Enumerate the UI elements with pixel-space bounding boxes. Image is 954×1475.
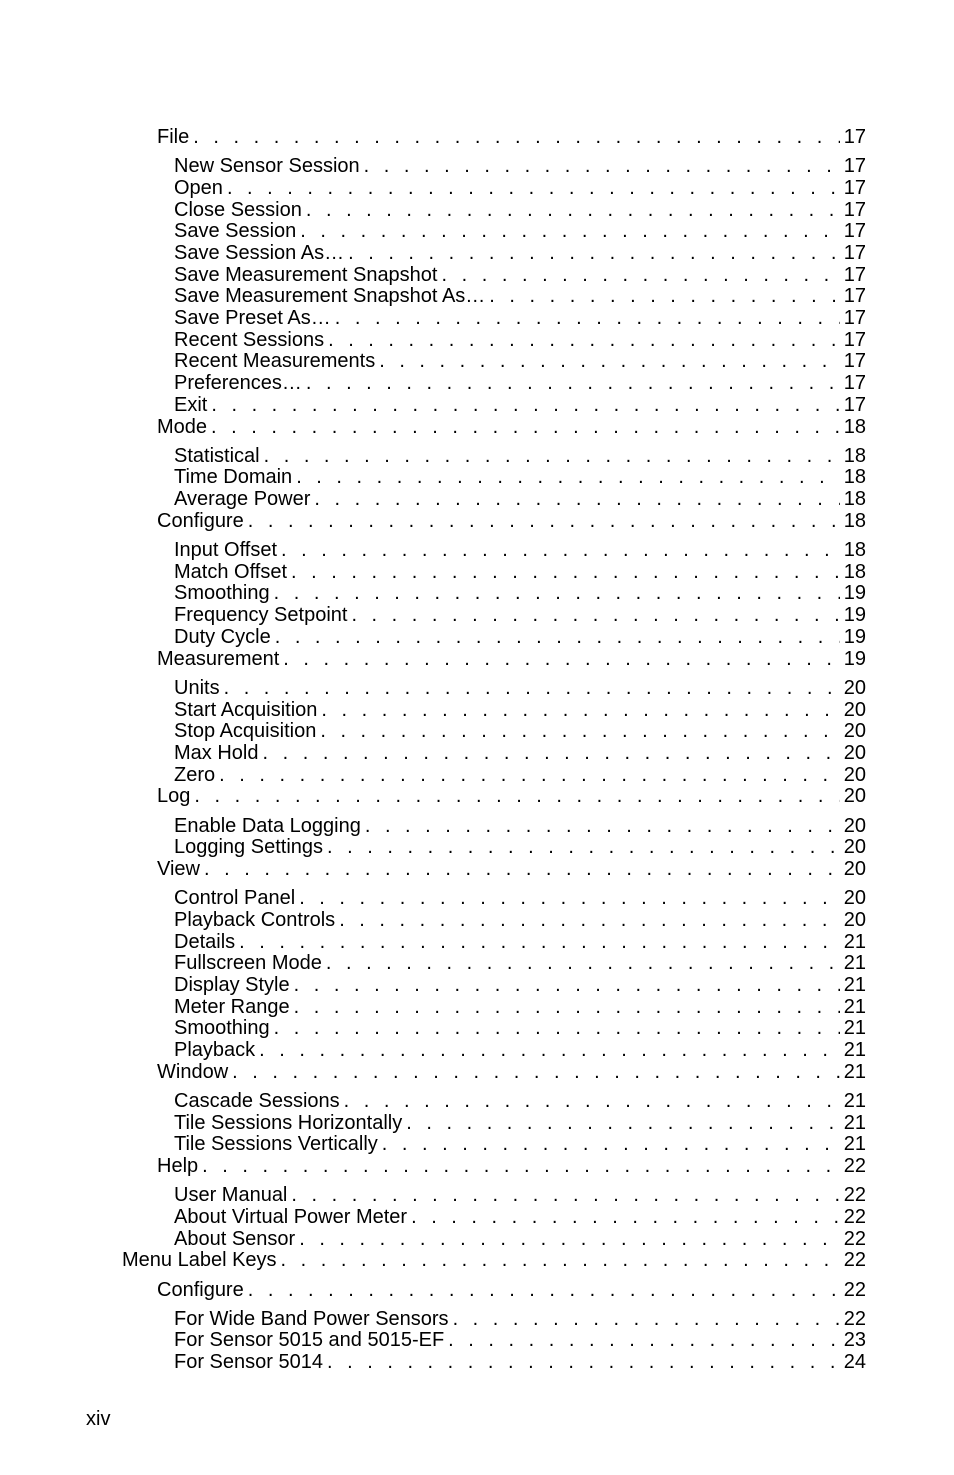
toc-entry-page: 22 xyxy=(843,1308,866,1330)
toc-entry-page: 18 xyxy=(843,539,866,561)
dot-leader xyxy=(299,1228,840,1250)
dot-leader xyxy=(193,126,840,148)
dot-leader xyxy=(291,1184,839,1206)
toc-entry-page: 17 xyxy=(843,285,866,307)
dot-leader xyxy=(281,1249,840,1271)
toc-entry[interactable] xyxy=(157,648,866,670)
dot-leader xyxy=(348,242,840,264)
dot-leader xyxy=(275,626,840,648)
toc-entry[interactable] xyxy=(174,1090,866,1112)
toc-entry-label: Open xyxy=(174,177,223,199)
dot-leader xyxy=(406,1112,840,1134)
toc-entry[interactable] xyxy=(174,1228,866,1250)
toc-entry-page: 18 xyxy=(843,466,866,488)
toc-entry-page: 20 xyxy=(843,699,866,721)
dot-leader xyxy=(364,155,840,177)
toc-entry-label: Configure xyxy=(157,1279,244,1301)
toc-entry-label: About Virtual Power Meter xyxy=(174,1206,408,1228)
toc-entry[interactable] xyxy=(157,785,866,807)
toc-entry-label: Smoothing xyxy=(174,1017,270,1039)
toc-entry-page: 18 xyxy=(843,510,866,532)
dot-leader xyxy=(211,416,840,438)
toc-entry-page: 20 xyxy=(843,909,866,931)
toc-entry-page: 17 xyxy=(843,177,866,199)
toc-entry-page: 24 xyxy=(843,1351,866,1373)
toc-entry-page: 17 xyxy=(843,372,866,394)
toc-entry-page: 17 xyxy=(843,199,866,221)
toc-entry[interactable] xyxy=(157,1061,866,1083)
toc-entry[interactable] xyxy=(174,626,866,648)
toc-entry-page: 22 xyxy=(843,1249,866,1271)
toc-entry-page: 21 xyxy=(843,974,866,996)
toc-entry-page: 17 xyxy=(843,350,866,372)
toc-entry-label: Input Offset xyxy=(174,539,278,561)
toc-entry[interactable] xyxy=(174,996,866,1018)
toc-entry-label: Control Panel xyxy=(174,887,296,909)
toc-entry-label: User Manual xyxy=(174,1184,288,1206)
toc-entry-label: For Sensor 5014 xyxy=(174,1351,323,1373)
toc-entry-label: Max Hold xyxy=(174,742,259,764)
toc-entry-page: 20 xyxy=(843,720,866,742)
toc-entry[interactable] xyxy=(157,126,866,148)
toc-entry-label: Recent Measurements xyxy=(174,350,376,372)
toc-entry[interactable] xyxy=(174,764,866,786)
toc-entry-page: 17 xyxy=(843,264,866,286)
toc-entry-page: 18 xyxy=(843,416,866,438)
toc-entry-label: Save Session As… xyxy=(174,242,345,264)
toc-entry-page: 23 xyxy=(843,1329,866,1351)
toc-entry[interactable] xyxy=(174,1039,866,1061)
dot-leader xyxy=(259,1039,840,1061)
toc-entry[interactable] xyxy=(174,466,866,488)
toc-entry-label: Save Preset As… xyxy=(174,307,331,329)
toc-entry-label: Time Domain xyxy=(174,466,293,488)
toc-entry-label: Display Style xyxy=(174,974,290,996)
toc-entry-page: 21 xyxy=(843,1133,866,1155)
toc-entry-label: Menu Label Keys xyxy=(122,1249,277,1271)
dot-leader xyxy=(326,952,840,974)
toc-entry-page: 18 xyxy=(843,445,866,467)
toc-entry[interactable] xyxy=(174,699,866,721)
dot-leader xyxy=(283,648,839,670)
toc-entry-page: 21 xyxy=(843,1061,866,1083)
toc-entry-label: Details xyxy=(174,931,236,953)
toc-entry-label: For Sensor 5015 and 5015-EF xyxy=(174,1329,445,1351)
toc-entry-label: Meter Range xyxy=(174,996,290,1018)
toc-entry[interactable] xyxy=(174,155,866,177)
toc-entry[interactable] xyxy=(174,372,866,394)
toc-entry[interactable] xyxy=(174,720,866,742)
dot-leader xyxy=(327,1351,840,1373)
toc-entry-page: 20 xyxy=(843,742,866,764)
toc-entry-label: Playback Controls xyxy=(174,909,336,931)
toc-entry[interactable] xyxy=(174,677,866,699)
toc-entry[interactable] xyxy=(157,416,866,438)
dot-leader xyxy=(306,372,840,394)
toc-entry-label: Average Power xyxy=(174,488,311,510)
dot-leader xyxy=(239,931,840,953)
toc-entry-page: 20 xyxy=(843,785,866,807)
toc-entry-label: Enable Data Logging xyxy=(174,815,361,837)
toc-entry[interactable] xyxy=(174,329,866,351)
toc-entry-page: 19 xyxy=(843,582,866,604)
toc-entry-label: Playback xyxy=(174,1039,256,1061)
dot-leader xyxy=(327,836,840,858)
dot-leader xyxy=(299,887,840,909)
toc-entry-label: Duty Cycle xyxy=(174,626,271,648)
toc-entry-label: Mode xyxy=(157,416,208,438)
toc-entry-label: For Wide Band Power Sensors xyxy=(174,1308,449,1330)
dot-leader xyxy=(314,488,839,510)
dot-leader xyxy=(306,199,840,221)
toc-entry[interactable] xyxy=(174,199,866,221)
toc-entry[interactable] xyxy=(174,394,866,416)
toc-entry-page: 19 xyxy=(843,648,866,670)
toc-entry-label: Recent Sessions xyxy=(174,329,325,351)
dot-leader xyxy=(328,329,840,351)
toc-entry-page: 17 xyxy=(843,329,866,351)
dot-leader xyxy=(232,1061,840,1083)
toc-entry[interactable] xyxy=(174,177,866,199)
toc-entry[interactable] xyxy=(174,742,866,764)
dot-leader xyxy=(262,742,839,764)
toc-entry[interactable] xyxy=(122,1249,866,1271)
dot-leader xyxy=(281,539,840,561)
toc-entry-label: Fullscreen Mode xyxy=(174,952,322,974)
toc-entry[interactable] xyxy=(174,582,866,604)
toc-entry[interactable] xyxy=(157,1279,866,1301)
toc-entry-page: 21 xyxy=(843,1090,866,1112)
toc-entry-page: 21 xyxy=(843,931,866,953)
toc-entry-page: 21 xyxy=(843,1017,866,1039)
dot-leader xyxy=(296,466,840,488)
toc-entry[interactable] xyxy=(174,1308,866,1330)
dot-leader xyxy=(321,699,839,721)
toc-entry-label: Save Measurement Snapshot As… xyxy=(174,285,486,307)
toc-entry-label: View xyxy=(157,858,200,880)
dot-leader xyxy=(204,858,840,880)
dot-leader xyxy=(291,561,840,583)
toc-entry-page: 22 xyxy=(843,1279,866,1301)
toc-entry[interactable] xyxy=(174,815,866,837)
toc-entry-page: 22 xyxy=(843,1206,866,1228)
dot-leader xyxy=(248,1279,840,1301)
toc-entry-label: Zero xyxy=(174,764,216,786)
toc-entry-page: 18 xyxy=(843,488,866,510)
dot-leader xyxy=(294,996,840,1018)
toc-entry[interactable] xyxy=(174,1184,866,1206)
toc-entry[interactable] xyxy=(174,561,866,583)
toc-entry-label: Measurement xyxy=(157,648,280,670)
dot-leader xyxy=(335,307,840,329)
dot-leader xyxy=(300,220,839,242)
toc-entry-label: Statistical xyxy=(174,445,260,467)
toc-entry-label: Units xyxy=(174,677,220,699)
dot-leader xyxy=(294,974,840,996)
toc-entry[interactable] xyxy=(174,539,866,561)
toc-entry-page: 17 xyxy=(843,307,866,329)
dot-leader xyxy=(382,1133,840,1155)
toc-entry[interactable] xyxy=(174,350,866,372)
toc-entry-page: 20 xyxy=(843,836,866,858)
dot-leader xyxy=(320,720,839,742)
toc-entry-label: Close Session xyxy=(174,199,302,221)
toc-entry-page: 22 xyxy=(843,1184,866,1206)
dot-leader xyxy=(489,285,839,307)
toc-entry[interactable] xyxy=(157,510,866,532)
toc-entry[interactable] xyxy=(174,1112,866,1134)
toc-entry[interactable] xyxy=(174,1017,866,1039)
toc-entry[interactable] xyxy=(157,858,866,880)
toc-entry-label: Tile Sessions Vertically xyxy=(174,1133,378,1155)
toc-entry[interactable] xyxy=(174,307,866,329)
toc-entry[interactable] xyxy=(174,445,866,467)
toc-entry-label: Tile Sessions Horizontally xyxy=(174,1112,403,1134)
toc-entry-page: 21 xyxy=(843,1039,866,1061)
dot-leader xyxy=(264,445,840,467)
dot-leader xyxy=(365,815,840,837)
toc-entry-label: Frequency Setpoint xyxy=(174,604,348,626)
toc-entry[interactable] xyxy=(174,952,866,974)
toc-entry[interactable] xyxy=(174,285,866,307)
toc-entry-page: 18 xyxy=(843,561,866,583)
toc-entry[interactable] xyxy=(174,887,866,909)
dot-leader xyxy=(411,1206,840,1228)
dot-leader xyxy=(379,350,840,372)
toc-entry[interactable] xyxy=(157,1155,866,1177)
toc-entry-page: 22 xyxy=(843,1228,866,1250)
toc-entry-page: 22 xyxy=(843,1155,866,1177)
toc-entry-label: Preferences… xyxy=(174,372,302,394)
toc-entry[interactable] xyxy=(174,1206,866,1228)
toc-entry[interactable] xyxy=(174,604,866,626)
toc-entry[interactable] xyxy=(174,488,866,510)
dot-leader xyxy=(211,394,839,416)
toc-entry-label: New Sensor Session xyxy=(174,155,360,177)
toc-entry[interactable] xyxy=(174,931,866,953)
toc-entry[interactable] xyxy=(174,1351,866,1373)
toc-entry-label: Smoothing xyxy=(174,582,270,604)
dot-leader xyxy=(219,764,840,786)
dot-leader xyxy=(351,604,839,626)
toc-entry-page: 21 xyxy=(843,952,866,974)
dot-leader xyxy=(227,177,840,199)
toc-entry-page: 20 xyxy=(843,815,866,837)
toc-entry-page: 17 xyxy=(843,394,866,416)
dot-leader xyxy=(202,1155,840,1177)
toc-entry-page: 17 xyxy=(843,220,866,242)
toc-entry-page: 20 xyxy=(843,858,866,880)
toc-entry-page: 19 xyxy=(843,626,866,648)
toc-entry-label: Exit xyxy=(174,394,208,416)
toc-entry[interactable] xyxy=(174,974,866,996)
dot-leader xyxy=(453,1308,840,1330)
toc-entry-label: Stop Acquisition xyxy=(174,720,317,742)
toc-entry[interactable] xyxy=(174,1133,866,1155)
toc-entry-page: 20 xyxy=(843,677,866,699)
toc-entry[interactable] xyxy=(174,836,866,858)
toc-entry-label: Cascade Sessions xyxy=(174,1090,340,1112)
toc-entry[interactable] xyxy=(174,1329,866,1351)
toc-entry-label: Start Acquisition xyxy=(174,699,318,721)
dot-leader xyxy=(274,582,840,604)
toc-entry-label: Save Session xyxy=(174,220,297,242)
toc-entry-page: 17 xyxy=(843,126,866,148)
toc-entry[interactable] xyxy=(174,909,866,931)
toc-entry-page: 21 xyxy=(843,996,866,1018)
dot-leader xyxy=(442,264,840,286)
toc-entry[interactable] xyxy=(174,220,866,242)
toc-entry[interactable] xyxy=(174,264,866,286)
dot-leader xyxy=(344,1090,840,1112)
dot-leader xyxy=(224,677,840,699)
toc-entry-label: File xyxy=(157,126,190,148)
toc-entry-label: Logging Settings xyxy=(174,836,324,858)
toc-entry-label: Help xyxy=(157,1155,199,1177)
toc-entry-page: 20 xyxy=(843,764,866,786)
toc-entry-label: Configure xyxy=(157,510,244,532)
toc-entry-page: 17 xyxy=(843,242,866,264)
toc-entry-label: Window xyxy=(157,1061,229,1083)
toc-entry-page: 21 xyxy=(843,1112,866,1134)
toc-entry-label: Log xyxy=(157,785,191,807)
dot-leader xyxy=(248,510,840,532)
toc-entry[interactable] xyxy=(174,242,866,264)
dot-leader xyxy=(448,1329,840,1351)
dot-leader xyxy=(274,1017,840,1039)
dot-leader xyxy=(194,785,839,807)
toc-entry-page: 19 xyxy=(843,604,866,626)
toc-entry-label: About Sensor xyxy=(174,1228,296,1250)
toc-entry-label: Save Measurement Snapshot xyxy=(174,264,438,286)
toc-entry-page: 20 xyxy=(843,887,866,909)
toc-entry-label: Match Offset xyxy=(174,561,288,583)
page-number: xiv xyxy=(86,1408,111,1430)
toc-entry-page: 17 xyxy=(843,155,866,177)
dot-leader xyxy=(339,909,840,931)
